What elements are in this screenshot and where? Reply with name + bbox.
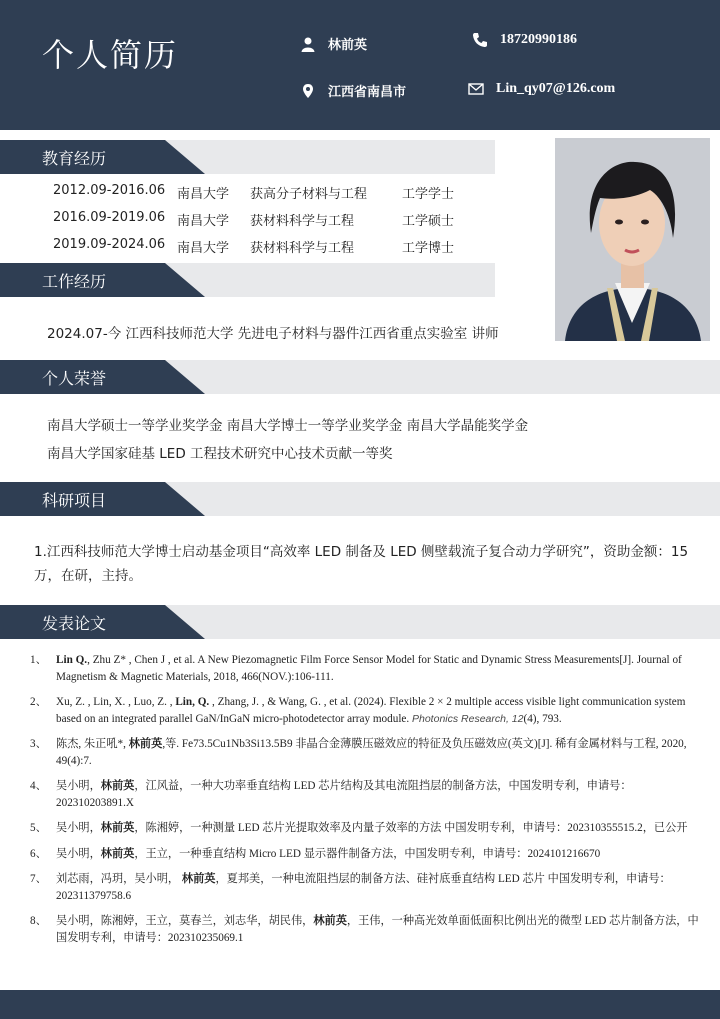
phone-item <box>472 32 577 48</box>
honors-section-header <box>0 360 720 394</box>
publication-list <box>30 652 700 955</box>
publication-item: 2、 Xu, Z. , Lin, X. , Luo, Z. , Lin, Q. , Zhang, J. , & Wang, G. , et al. (2024). Flexible 2 × 2 multiple access visible light communication system based on an integrated parallel GaN/InGaN micro-photodetector array module. Photonics Research, 12(4), 793. <box>30 696 686 725</box>
research-title: 科研项目 <box>42 491 107 510</box>
publication-item: 8、 吴小明，陈湘婷，王立，莫春兰，刘志华，胡民伟，林前英，王伟，一种高光效单面低面积比例出光的微型 LED 芯片制备方法，中国发明专利，申请号：202310235069.1 <box>30 915 699 944</box>
publication-item: 1、 Lin Q., Zhu Z* , Chen J , et al. A New Piezomagnetic Film Force Sensor Model for Static and Dynamic Stress Measurements[J]. Journal of Magnetism & Magnetic Materials, 2018, 466(NOV.):106-111. <box>30 654 682 683</box>
person-icon <box>300 36 316 52</box>
work-title: 工作经历 <box>42 272 107 291</box>
name-value: 林前英 <box>328 38 368 53</box>
publication-item: 7、 刘芯雨，冯玥，吴小明， 林前英，夏邦美，一种电流阻挡层的制备方法、硅衬底垂直结构 LED 芯片 中国发明专利，申请号：202311379758.6 <box>30 873 671 902</box>
publication-item: 3、 陈杰, 朱正吼*, 林前英,等. Fe73.5Cu1Nb3Si13.5B9 非晶合金薄膜压磁效应的特征及负压磁效应(英文)[J]. 稀有金属材料与工程, 2020, 49(4):7. <box>30 738 687 767</box>
profile-photo <box>555 138 710 341</box>
honor-line: 南昌大学硕士一等学业奖学金 南昌大学博士一等学业奖学金 南昌大学晶能奖学金 <box>47 418 529 434</box>
header-banner <box>0 0 720 130</box>
location-pin-icon <box>300 83 316 99</box>
location-value: 江西省南昌市 <box>328 85 407 100</box>
mail-icon <box>468 81 484 97</box>
phone-icon <box>472 32 488 48</box>
page-title: 个人简历 <box>42 36 179 74</box>
research-section-header <box>0 482 720 516</box>
footer-bar <box>0 990 720 1019</box>
location-item <box>300 81 406 100</box>
papers-section-header <box>0 605 720 639</box>
publication-item: 6、 吴小明，林前英，王立，一种垂直结构 Micro LED 显示器件制备方法，中国发明专利，申请号：2024101216670 <box>30 847 601 860</box>
work-entry: 2024.07-今 江西科技师范大学 先进电子材料与器件江西省重点实验室 讲师 <box>47 326 499 342</box>
honor-line: 南昌大学国家硅基 LED 工程技术研究中心技术贡献一等奖 <box>47 446 393 462</box>
email-item <box>468 81 615 97</box>
phone-value: 18720990186 <box>500 32 577 47</box>
papers-title: 发表论文 <box>42 614 107 633</box>
education-title: 教育经历 <box>42 149 107 168</box>
name-item <box>300 34 367 53</box>
research-entry: 1.江西科技师范大学博士启动基金项目“高效率 LED 制备及 LED 侧壁载流子复合动力学研究”，资助金额：15 万，在研，主持。 <box>34 544 689 584</box>
publication-item: 4、 吴小明，林前英，江风益，一种大功率垂直结构 LED 芯片结构及其电流阻挡层的制备方法，中国发明专利，申请号：202310203891.X <box>30 780 632 809</box>
honors-title: 个人荣誉 <box>42 369 107 388</box>
publication-item: 5、 吴小明，林前英，陈湘婷，一种测量 LED 芯片光提取效率及内量子效率的方法 中国发明专利，申请号：202310355515.2，已公开 <box>30 822 688 834</box>
email-value: Lin_qy07@126.com <box>496 81 616 96</box>
work-section-header <box>0 263 720 297</box>
